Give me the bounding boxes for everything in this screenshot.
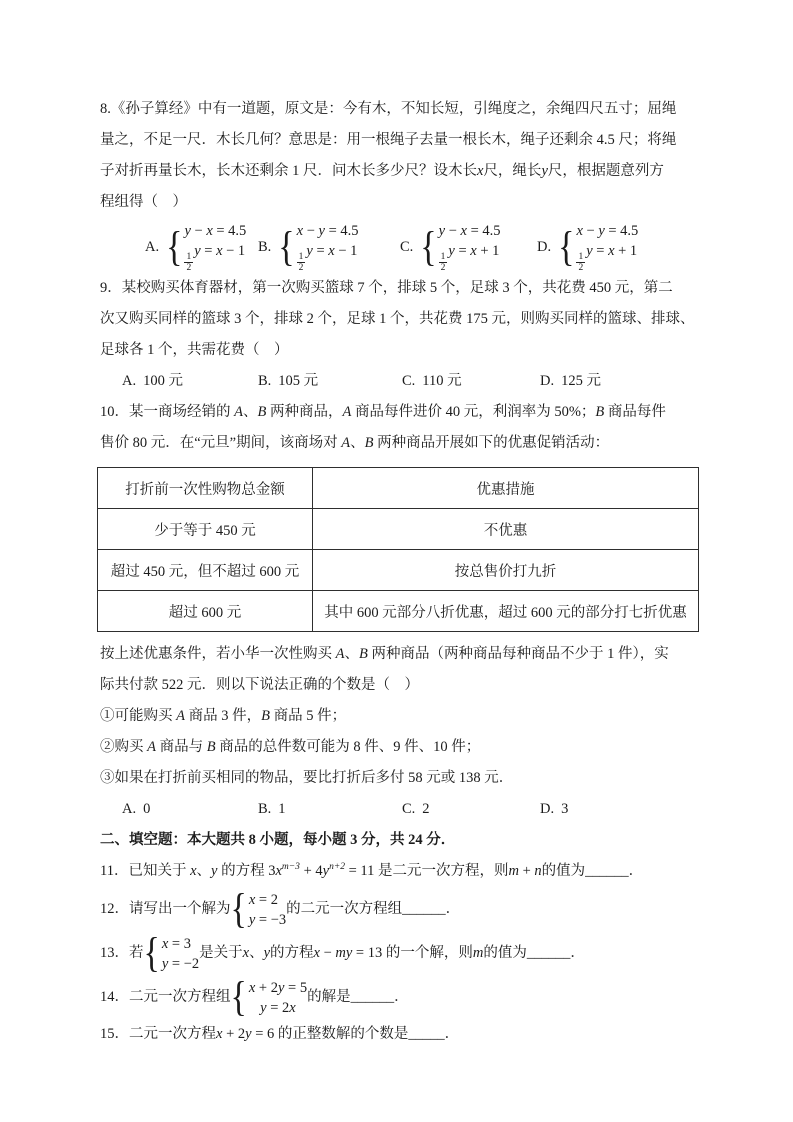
fraction-one-half: $\frac{1}{2}$ — [186, 252, 192, 273]
q9-option-d: D. 125 元 — [540, 373, 601, 389]
curly-brace: { — [166, 223, 183, 270]
table-header-cell: 打折前一次性购物总金额 — [98, 468, 313, 509]
question-8 — [100, 94, 701, 271]
option-label: C. — [400, 238, 414, 255]
table-cell: 其中 600 元部分八折优惠，超过 600 元的部分打七折优惠 — [313, 591, 699, 632]
q9-options-row — [122, 366, 701, 397]
table-row — [98, 591, 699, 632]
q10-option-a: A. 0 — [122, 801, 151, 817]
q10-option-d: D. 3 — [540, 801, 569, 817]
curly-brace: { — [230, 973, 247, 1021]
option-label: B. — [258, 373, 272, 389]
q10-text-line: 售价 80 元．在“元旦”期间，该商场对 A、B 两种商品开展如下的优惠促销活动： — [100, 435, 610, 451]
fraction-one-half: $\frac{1}{2}$ — [298, 252, 304, 273]
q8-text-line: 子对折再量长木，长木还剩余 1 尺．问木长多少尺？设木长x尺，绳长y尺，根据题意列方 — [100, 163, 664, 179]
q8-option-c — [400, 221, 537, 274]
q8-options-row — [145, 221, 701, 271]
curly-brace: { — [278, 223, 295, 270]
curly-brace: { — [230, 885, 247, 933]
q8-text-line: 量之，不足一尺．木长几何？意思是：用一根绳子去量一根长木，绳子还剩余 4.5 尺；将绳 — [100, 132, 677, 148]
curly-brace: { — [558, 223, 575, 270]
q8-text-line: 程组得（ ） — [100, 194, 187, 210]
equation-system: { y − x = 4.5 $\frac{1}{2}$ y = x + 1 — [420, 223, 501, 273]
curly-brace: { — [143, 929, 160, 977]
q10-option-c: C. 2 — [402, 801, 430, 817]
q10-statement-1: ①可能购买 A 商品 3 件，B 商品 5 件； — [100, 708, 347, 724]
equation-system: { x − y = 4.5 $\frac{1}{2}$ y = x − 1 — [278, 223, 359, 273]
option-label: A. — [145, 238, 160, 255]
equation-system: { x = 2 y = −3 — [230, 885, 287, 933]
option-label: B. — [258, 801, 272, 817]
equation-system: { x + 2y = 5 y = 2x — [230, 973, 308, 1021]
table-row — [98, 550, 699, 591]
q10-options-row — [122, 794, 701, 825]
option-label: D. — [537, 238, 552, 255]
section-2-header: 二、填空题：本大题共 8 小题，每小题 3 分，共 24 分． — [100, 832, 456, 848]
q9-text-line: 足球各 1 个，共需花费（ ） — [100, 342, 289, 358]
q10-option-b: B. 1 — [258, 801, 286, 817]
q8-option-d — [537, 221, 701, 274]
option-label: C. — [402, 373, 416, 389]
q10-text-line: 际共付款 522 元．则以下说法正确的个数是（ ） — [100, 677, 419, 693]
equation-system: { x − y = 4.5 $\frac{1}{2}$ y = x + 1 — [558, 223, 639, 273]
question-12: 12．请写出一个解为 { x = 2 y = −3 的二元一次方程组______． — [100, 885, 461, 933]
equation-system: { x = 3 y = −2 — [143, 929, 200, 977]
question-13: 13．若 { x = 3 y = −2 是关于x、y的方程x − my = 13 的一个解，则m的值为______． — [100, 929, 585, 977]
q9-option-a: A. 100 元 — [122, 373, 183, 389]
table-cell: 少于等于 450 元 — [98, 509, 313, 550]
table-row — [98, 509, 699, 550]
table-cell: 超过 450 元，但不超过 600 元 — [98, 550, 313, 591]
curly-brace: { — [420, 223, 437, 270]
equation-system: { y − x = 4.5 $\frac{1}{2}$ y = x − 1 — [166, 223, 247, 273]
option-label: D. — [540, 373, 555, 389]
q9-option-b: B. 105 元 — [258, 373, 319, 389]
q8-option-b — [258, 221, 400, 274]
table-header-cell: 优惠措施 — [313, 468, 699, 509]
question-10 — [100, 397, 701, 825]
option-label: B. — [258, 238, 272, 255]
table-header-row — [98, 468, 699, 509]
question-15: 15．二元一次方程x + 2y = 6 的正整数解的个数是_____． — [100, 1026, 460, 1042]
q9-text-line: 9．某校购买体育器材，第一次购买篮球 7 个，排球 5 个，足球 3 个，共花费 450 元，第二 — [100, 280, 673, 296]
table-cell: 按总售价打九折 — [313, 550, 699, 591]
q8-text-line: 8.《孙子算经》中有一道题，原文是：今有木，不知长短，引绳度之，余绳四尺五寸；屈绳 — [100, 101, 677, 117]
fraction-one-half: $\frac{1}{2}$ — [440, 252, 446, 273]
q10-statement-2: ②购买 A 商品与 B 商品的总件数可能为 8 件、9 件、10 件； — [100, 739, 481, 755]
q10-text-line: 10．某一商场经销的 A、B 两种商品，A 商品每件进价 40 元，利润率为 50%；B 商品每件 — [100, 404, 666, 420]
table-cell: 不优惠 — [313, 509, 699, 550]
table-cell: 超过 600 元 — [98, 591, 313, 632]
q8-option-a — [145, 221, 258, 274]
fraction-one-half: $\frac{1}{2}$ — [578, 252, 584, 273]
q9-option-c: C. 110 元 — [402, 373, 462, 389]
q9-text-line: 次又购买同样的篮球 3 个，排球 2 个，足球 1 个，共花费 175 元，则购买同样的篮球、排球、 — [100, 311, 695, 327]
q10-text-line: 按上述优惠条件，若小华一次性购买 A、B 两种商品（两种商品每种商品不少于 1 件），实 — [100, 646, 669, 662]
option-label: C. — [402, 801, 416, 817]
question-11: 11．已知关于 x、y 的方程 $3x^{m-3} + 4y^{n+2} = 11$ 是二元一次方程，则m + n的值为______． — [100, 862, 644, 879]
question-14: 14．二元一次方程组 { x + 2y = 5 y = 2x 的解是______． — [100, 973, 409, 1021]
option-label: A. — [122, 801, 137, 817]
option-label: D. — [540, 801, 555, 817]
q10-statement-3: ③如果在打折前买相同的物品，要比打折后多付 58 元或 138 元． — [100, 770, 514, 786]
option-label: A. — [122, 373, 137, 389]
question-9 — [100, 273, 701, 397]
discount-table — [97, 467, 699, 632]
